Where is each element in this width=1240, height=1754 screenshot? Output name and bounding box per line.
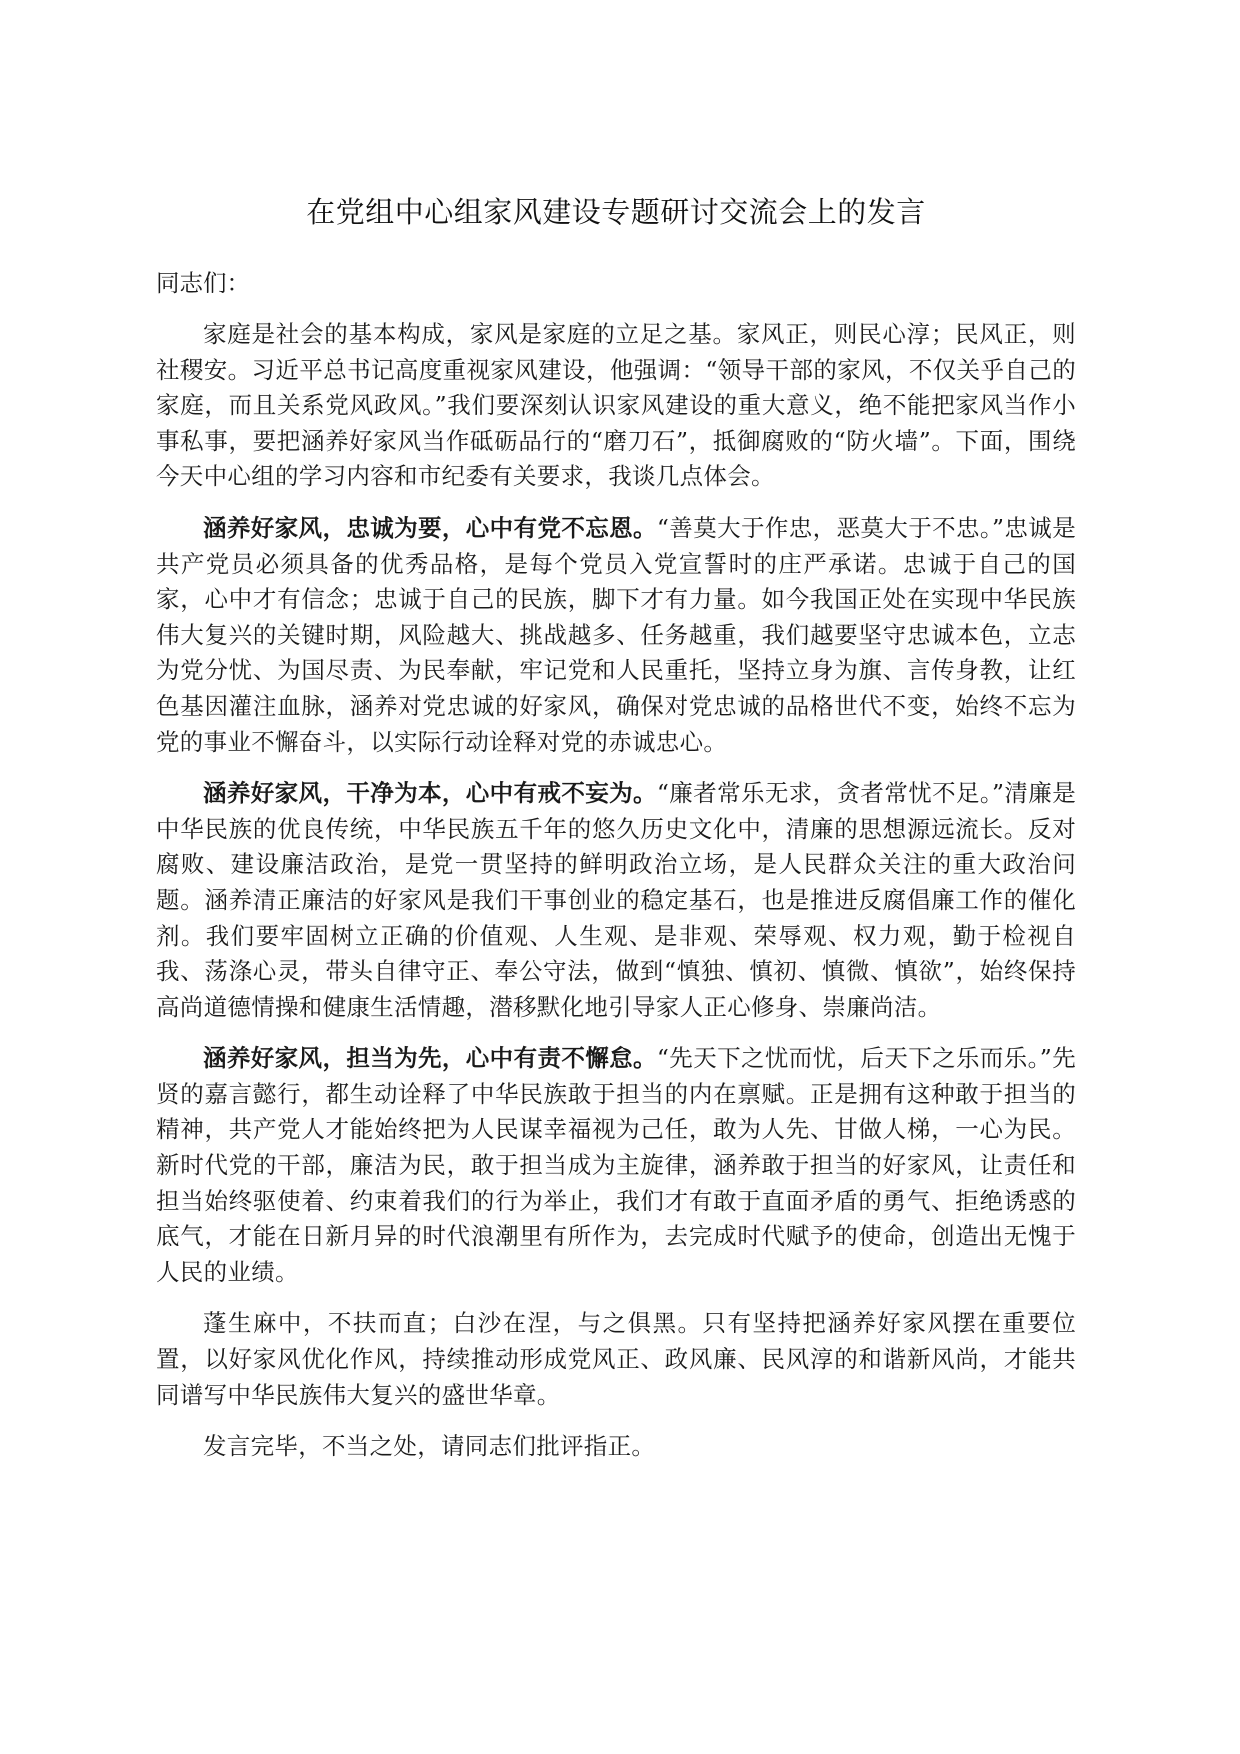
paragraph-text: “善莫大于作忠，恶莫大于不忠。”忠诚是共产党员必须具备的优秀品格，是每个党员入党宣誓时的庄严承诺。忠诚于自己的国家，心中才有信念；忠诚于自己的民族，脚下才有力量。如今我国正处在实现中华民族伟大复兴的关键时期，风险越大、挑战越多、任务越重，我们越要坚守忠诚本色，立志为党分忧、为国尽责、为民奉献，牢记党和人民重托，坚持立身为旗、言传身教，让红色基因灌注血脉，涵养对党忠诚的好家风，确保对党忠诚的品格世代不变，始终不忘为党的事业不懈奋斗，以实际行动诠释对党的赤诚忠心。 <box>156 513 1076 756</box>
salutation: 同志们： <box>156 269 250 297</box>
paragraph-closing <box>156 1429 1076 1465</box>
document-title: 在党组中心组家风建设专题研讨交流会上的发言 <box>306 195 926 229</box>
paragraph-responsibility <box>156 1041 1076 1290</box>
paragraph-heading: 涵养好家风，担当为先，心中有责不懈怠。 <box>203 1044 657 1073</box>
paragraph-text: 蓬生麻中，不扶而直；白沙在涅，与之俱黑。只有坚持把涵养好家风摆在重要位置，以好家风优化作风，持续推动形成党风正、政风廉、民风淳的和谐新风尚，才能共同谱写中华民族伟大复兴的盛世华章。 <box>156 1309 1076 1409</box>
paragraph-text: “廉者常乐无求，贪者常忧不足。”清廉是中华民族的优良传统，中华民族五千年的悠久历史文化中，清廉的思想源远流长。反对腐败、建设廉洁政治，是党一贯坚持的鲜明政治立场，是人民群众关注的重大政治问题。涵养清正廉洁的好家风是我们干事创业的稳定基石，也是推进反腐倡廉工作的催化剂。我们要牢固树立正确的价值观、人生观、是非观、荣辱观、权力观，勤于检视自我、荡涤心灵，带头自律守正、奉公守法，做到“慎独、慎初、慎微、慎欲”，始终保持高尚道德情操和健康生活情趣，潜移默化地引导家人正心修身、崇廉尚洁。 <box>156 779 1076 1021</box>
document-page <box>156 190 1076 1481</box>
paragraph-heading: 涵养好家风，干净为本，心中有戒不妄为。 <box>203 779 657 808</box>
paragraph-text: 家庭是社会的基本构成，家风是家庭的立足之基。家风正，则民心淳；民风正，则社稷安。习近平总书记高度重视家风建设，他强调：“领导干部的家风，不仅关乎自己的家庭，而且关系党风政风。”我们要深刻认识家风建设的重大意义，绝不能把家风当作小事私事，要把涵养好家风当作砥砺品行的“磨刀石”，抵御腐败的“防火墙”。下面，围绕今天中心组的学习内容和市纪委有关要求，我谈几点体会。 <box>156 320 1076 491</box>
paragraph-integrity <box>156 776 1076 1025</box>
paragraph-text: “先天下之忧而忧，后天下之乐而乐。”先贤的嘉言懿行，都生动诠释了中华民族敢于担当的内在禀赋。正是拥有这种敢于担当的精神，共产党人才能始终把为人民谋幸福视为己任，敢为人先、甘做人梯，一心为民。新时代党的干部，廉洁为民，敢于担当成为主旋律，涵养敢于担当的好家风，让责任和担当始终驱使着、约束着我们的行为举止，我们才有敢于直面矛盾的勇气、拒绝诱惑的底气，才能在日新月异的时代浪潮里有所作为，去完成时代赋予的使命，创造出无愧于人民的业绩。 <box>156 1044 1076 1286</box>
paragraph-loyalty <box>156 511 1076 760</box>
paragraph-heading: 涵养好家风，忠诚为要，心中有党不忘恩。 <box>203 513 657 542</box>
paragraph-intro <box>156 317 1076 495</box>
paragraph-conclusion <box>156 1306 1076 1413</box>
paragraph-text: 发言完毕，不当之处，请同志们批评指正。 <box>203 1432 656 1461</box>
